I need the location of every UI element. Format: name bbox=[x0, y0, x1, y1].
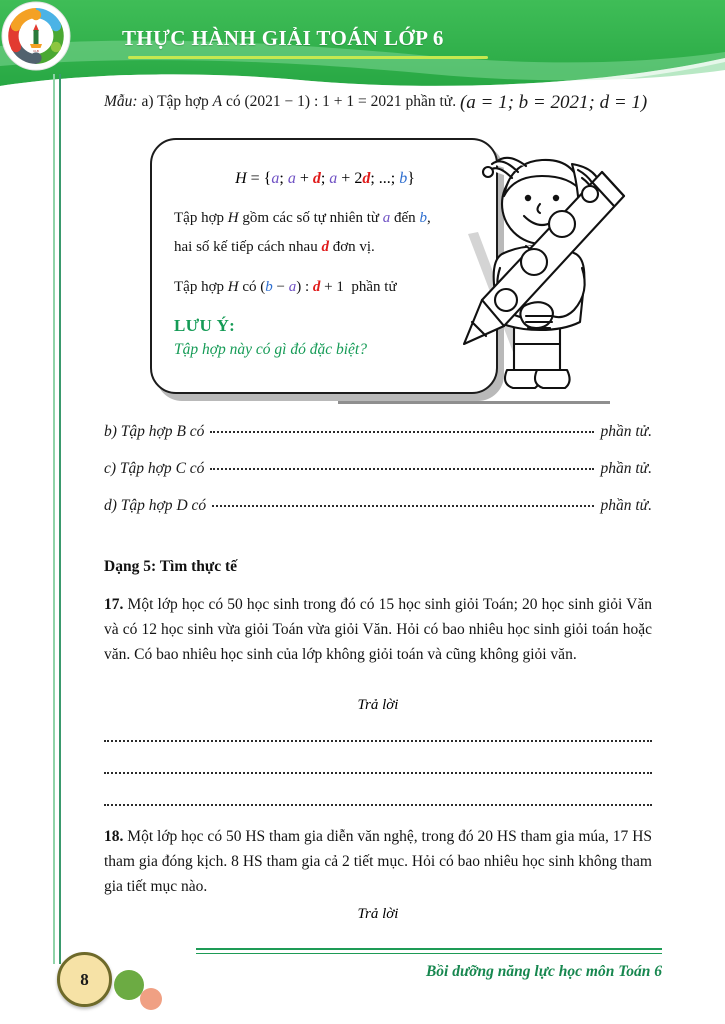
section-heading: Dạng 5: Tìm thực tế bbox=[104, 558, 238, 575]
sample-params: (a = 1; b = 2021; d = 1) bbox=[459, 92, 648, 113]
fill-line-b-set: B bbox=[176, 423, 186, 440]
girl-holding-pencil-illustration bbox=[452, 148, 627, 406]
fill-line-b bbox=[104, 423, 652, 441]
exercise-18-number: 18. bbox=[104, 828, 124, 845]
margin-rule-dark bbox=[59, 74, 61, 964]
sample-expression: (2021 − 1) : 1 + 1 = 2021 bbox=[244, 93, 402, 110]
community-torch-logo bbox=[0, 0, 72, 72]
svg-text:CLB: CLB bbox=[33, 49, 39, 53]
exercise-17-answer-line-2[interactable] bbox=[104, 772, 652, 774]
fill-line-c-set: C bbox=[175, 460, 186, 477]
bubble-line-1: Tập hợp H gồm các số tự nhiên từ a đến b, bbox=[174, 210, 431, 226]
footer-dot-salmon bbox=[140, 988, 162, 1010]
sample-unit: phần tử. bbox=[405, 93, 457, 110]
exercise-17-answer-line-1[interactable] bbox=[104, 740, 652, 742]
sample-verb: có bbox=[225, 93, 241, 110]
exercise-17-answer-label: Trả lời bbox=[357, 697, 399, 713]
footer-rule-bottom bbox=[196, 953, 662, 954]
exercise-18-text: Một lớp học có 50 HS tham gia diễn văn nghệ, trong đó 20 HS tham gia múa, 17 HS tham gia đóng kịch. 8 HS tham gia cả 2 tiết mục. Hỏi có bao nhiêu học sinh không tham gia tiết mục nào. bbox=[104, 828, 653, 896]
fill-line-c-verb: có bbox=[189, 460, 205, 477]
fill-line-b-verb: có bbox=[189, 423, 205, 440]
illustration-ground-line bbox=[338, 401, 610, 404]
sample-set-name: A bbox=[212, 93, 223, 110]
title-underline bbox=[128, 56, 488, 59]
exercise-18-answer-label: Trả lời bbox=[357, 906, 399, 922]
bubble-description bbox=[174, 204, 476, 302]
exercise-18 bbox=[104, 824, 652, 899]
fill-line-d bbox=[104, 497, 652, 515]
fill-line-d-verb: có bbox=[191, 497, 207, 514]
fill-line-d-set: D bbox=[176, 497, 188, 514]
fill-line-b-label: b) Tập hợp bbox=[104, 423, 173, 440]
fill-line-c bbox=[104, 460, 652, 478]
bubble-line-3: Tập hợp H có (b − a) : d + 1 phần tử bbox=[174, 278, 397, 295]
speech-bubble-body bbox=[150, 138, 498, 394]
bubble-line-2: hai số kế tiếp cách nhau d đơn vị. bbox=[174, 239, 375, 256]
sample-text: a) Tập hợp bbox=[141, 93, 209, 110]
footer-title: Bồi dưỡng năng lực học môn Toán 6 bbox=[425, 963, 662, 980]
speech-bubble bbox=[150, 138, 500, 396]
fill-line-b-unit: phần tử. bbox=[600, 423, 652, 440]
exercise-17 bbox=[104, 592, 652, 667]
fill-line-c-dots[interactable] bbox=[210, 468, 594, 470]
footer-rule-top bbox=[196, 948, 662, 950]
fill-line-b-dots[interactable] bbox=[210, 431, 594, 433]
set-formula: H = {a; a + d; a + 2d; ...; b} bbox=[235, 170, 415, 187]
fill-line-d-unit: phần tử. bbox=[600, 497, 652, 514]
fill-line-c-unit: phần tử. bbox=[600, 460, 652, 477]
sample-prefix: Mẫu: bbox=[104, 93, 138, 110]
page-header bbox=[0, 0, 725, 92]
fill-line-c-label: c) Tập hợp bbox=[104, 460, 172, 477]
exercise-17-text: Một lớp học có 50 học sinh trong đó có 15 học sinh giỏi Toán; 20 học sinh giỏi Văn và có 12 học sinh vừa giỏi Toán vừa giỏi Văn. Hỏi có bao nhiêu học sinh giỏi toán hoặc văn. Có bao nhiêu học sinh của lớp không giỏi toán và cũng không giỏi văn. bbox=[104, 596, 652, 664]
exercise-17-answer-line-3[interactable] bbox=[104, 804, 652, 806]
note-label: LƯU Ý: bbox=[174, 315, 236, 335]
fill-line-d-label: d) Tập hợp bbox=[104, 497, 173, 514]
exercise-17-number: 17. bbox=[104, 596, 124, 613]
page-number-badge: 8 bbox=[57, 952, 112, 1007]
fill-line-d-dots[interactable] bbox=[212, 505, 594, 507]
note-text: Tập hợp này có gì đó đặc biệt? bbox=[174, 340, 367, 358]
page-title: THỰC HÀNH GIẢI TOÁN LỚP 6 bbox=[122, 26, 444, 50]
margin-rule-light bbox=[53, 74, 55, 964]
sample-line bbox=[104, 92, 664, 114]
